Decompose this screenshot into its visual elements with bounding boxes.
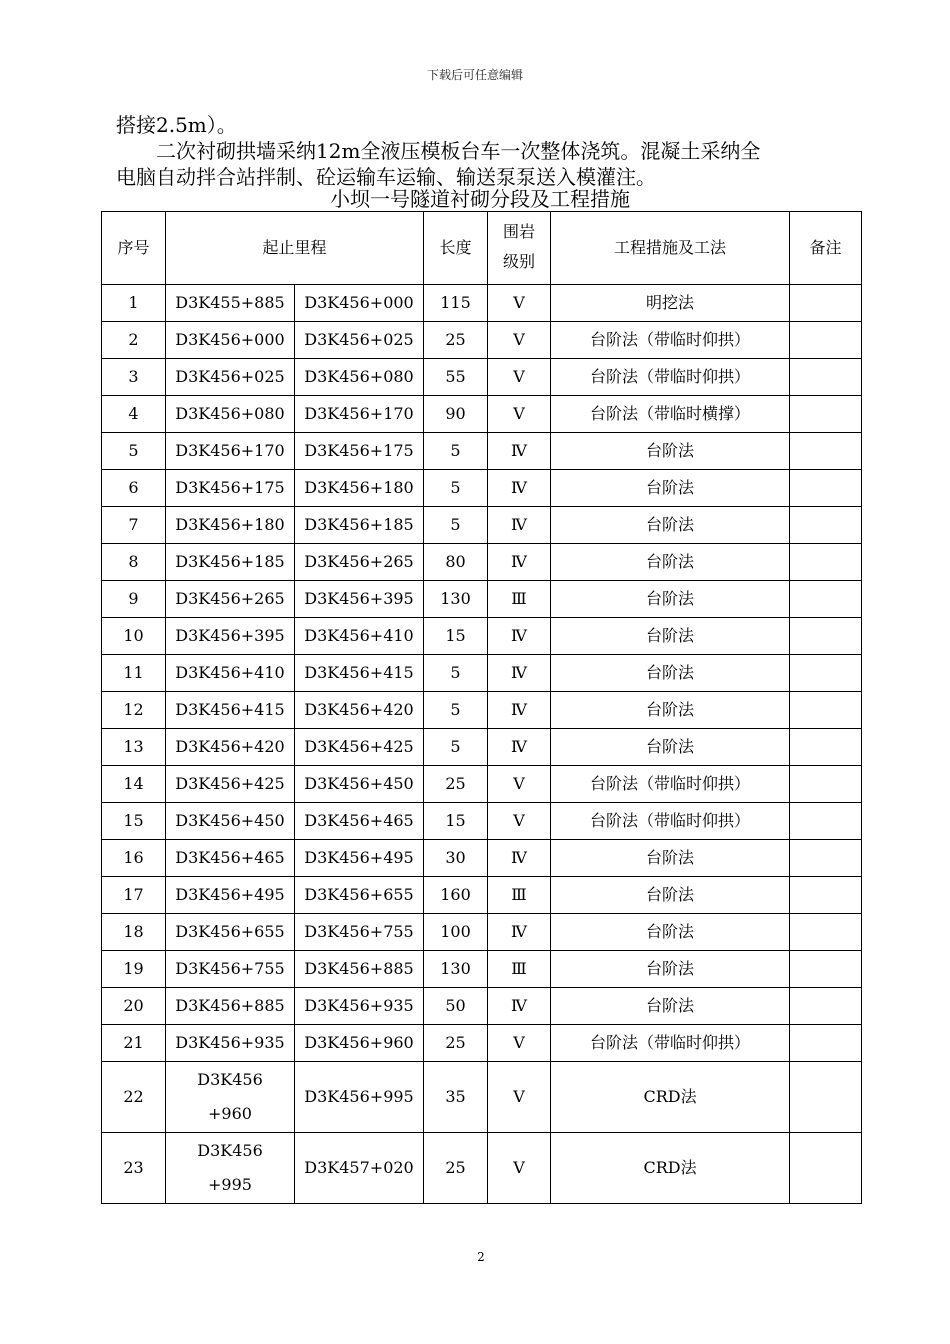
cell-start: D3K456+465 bbox=[166, 840, 295, 877]
table-row bbox=[102, 692, 862, 729]
cell-end: D3K456+450 bbox=[295, 766, 424, 803]
cell-end: D3K456+410 bbox=[295, 618, 424, 655]
cell-method: 台阶法 bbox=[551, 729, 790, 766]
cell-no: 10 bbox=[102, 618, 166, 655]
cell-grade: Ⅳ bbox=[488, 914, 551, 951]
cell-no: 23 bbox=[102, 1133, 166, 1204]
cell-start: D3K456+265 bbox=[166, 581, 295, 618]
cell-remark bbox=[790, 914, 862, 951]
cell-grade: Ⅳ bbox=[488, 618, 551, 655]
table-row bbox=[102, 655, 862, 692]
page-number: 2 bbox=[477, 1250, 485, 1264]
table-row bbox=[102, 544, 862, 581]
cell-start: D3K456+935 bbox=[166, 1025, 295, 1062]
body-line-1: 搭接2.5m）。 bbox=[116, 113, 237, 137]
cell-remark bbox=[790, 544, 862, 581]
cell-length: 90 bbox=[424, 396, 488, 433]
cell-remark bbox=[790, 655, 862, 692]
cell-start: D3K456+415 bbox=[166, 692, 295, 729]
cell-method: 台阶法（带临时仰拱） bbox=[551, 1025, 790, 1062]
cell-grade: Ⅲ bbox=[488, 877, 551, 914]
cell-start: D3K456+495 bbox=[166, 877, 295, 914]
cell-start: D3K456+410 bbox=[166, 655, 295, 692]
cell-remark bbox=[790, 988, 862, 1025]
cell-no: 1 bbox=[102, 285, 166, 322]
cell-remark bbox=[790, 396, 862, 433]
cell-start: D3K456+025 bbox=[166, 359, 295, 396]
cell-grade: Ⅴ bbox=[488, 1133, 551, 1204]
table-row bbox=[102, 877, 862, 914]
cell-grade: Ⅳ bbox=[488, 692, 551, 729]
header-grade bbox=[488, 212, 551, 285]
cell-no: 2 bbox=[102, 322, 166, 359]
cell-remark bbox=[790, 840, 862, 877]
cell-end: D3K456+175 bbox=[295, 433, 424, 470]
cell-end: D3K456+755 bbox=[295, 914, 424, 951]
cell-no: 21 bbox=[102, 1025, 166, 1062]
cell-length: 160 bbox=[424, 877, 488, 914]
cell-method: 台阶法 bbox=[551, 840, 790, 877]
cell-no: 14 bbox=[102, 766, 166, 803]
cell-start: D3K456+175 bbox=[166, 470, 295, 507]
cell-remark bbox=[790, 433, 862, 470]
cell-length: 5 bbox=[424, 729, 488, 766]
cell-remark bbox=[790, 322, 862, 359]
body-line-3: 电脑自动拌合站拌制、砼运输车运输、输送泵泵送入模灌注。 bbox=[116, 165, 656, 189]
cell-remark bbox=[790, 507, 862, 544]
cell-no: 5 bbox=[102, 433, 166, 470]
cell-no: 18 bbox=[102, 914, 166, 951]
lining-segment-table bbox=[101, 211, 862, 1204]
cell-no: 19 bbox=[102, 951, 166, 988]
cell-grade: Ⅲ bbox=[488, 951, 551, 988]
cell-length: 50 bbox=[424, 988, 488, 1025]
cell-no: 9 bbox=[102, 581, 166, 618]
header-mileage: 起止里程 bbox=[166, 212, 424, 285]
table-row bbox=[102, 359, 862, 396]
table-row bbox=[102, 581, 862, 618]
cell-length: 15 bbox=[424, 803, 488, 840]
header-remark: 备注 bbox=[790, 212, 862, 285]
cell-start: D3K456+185 bbox=[166, 544, 295, 581]
cell-method: 台阶法 bbox=[551, 470, 790, 507]
cell-grade: Ⅳ bbox=[488, 988, 551, 1025]
cell-method: 台阶法 bbox=[551, 877, 790, 914]
cell-end: D3K456+415 bbox=[295, 655, 424, 692]
cell-end: D3K456+425 bbox=[295, 729, 424, 766]
cell-no: 13 bbox=[102, 729, 166, 766]
cell-grade: Ⅴ bbox=[488, 803, 551, 840]
cell-no: 7 bbox=[102, 507, 166, 544]
cell-method: 台阶法 bbox=[551, 655, 790, 692]
cell-length: 55 bbox=[424, 359, 488, 396]
cell-start: D3K456+655 bbox=[166, 914, 295, 951]
table-row bbox=[102, 1133, 862, 1204]
cell-start: D3K456+170 bbox=[166, 433, 295, 470]
body-line-2: 二次衬砌拱墙采纳12m全液压模板台车一次整体浇筑。混凝土采纳全 bbox=[156, 139, 761, 163]
cell-method: 台阶法（带临时仰拱） bbox=[551, 766, 790, 803]
cell-no: 20 bbox=[102, 988, 166, 1025]
cell-end: D3K456+025 bbox=[295, 322, 424, 359]
cell-start-text: D3K456+960 bbox=[197, 1069, 263, 1123]
cell-end: D3K456+655 bbox=[295, 877, 424, 914]
cell-grade: Ⅴ bbox=[488, 766, 551, 803]
cell-remark bbox=[790, 877, 862, 914]
cell-end: D3K456+170 bbox=[295, 396, 424, 433]
cell-end: D3K456+885 bbox=[295, 951, 424, 988]
cell-method: 台阶法 bbox=[551, 433, 790, 470]
cell-method: 明挖法 bbox=[551, 285, 790, 322]
cell-length: 5 bbox=[424, 507, 488, 544]
cell-method: 台阶法 bbox=[551, 692, 790, 729]
table-row bbox=[102, 1025, 862, 1062]
cell-remark bbox=[790, 1133, 862, 1204]
table-row bbox=[102, 433, 862, 470]
cell-no: 6 bbox=[102, 470, 166, 507]
cell-method: CRD法 bbox=[551, 1133, 790, 1204]
cell-start bbox=[166, 1133, 295, 1204]
table-row bbox=[102, 766, 862, 803]
cell-end: D3K456+935 bbox=[295, 988, 424, 1025]
cell-start: D3K455+885 bbox=[166, 285, 295, 322]
cell-end: D3K456+420 bbox=[295, 692, 424, 729]
cell-end: D3K456+395 bbox=[295, 581, 424, 618]
cell-no: 22 bbox=[102, 1062, 166, 1133]
cell-remark bbox=[790, 803, 862, 840]
cell-method: 台阶法 bbox=[551, 507, 790, 544]
cell-method: 台阶法（带临时仰拱） bbox=[551, 359, 790, 396]
cell-grade: Ⅳ bbox=[488, 433, 551, 470]
cell-method: 台阶法（带临时横撑） bbox=[551, 396, 790, 433]
table-row bbox=[102, 729, 862, 766]
cell-no: 4 bbox=[102, 396, 166, 433]
header-method: 工程措施及工法 bbox=[551, 212, 790, 285]
cell-end: D3K456+960 bbox=[295, 1025, 424, 1062]
cell-remark bbox=[790, 692, 862, 729]
cell-remark bbox=[790, 581, 862, 618]
table-row bbox=[102, 840, 862, 877]
cell-method: 台阶法 bbox=[551, 618, 790, 655]
cell-method: CRD法 bbox=[551, 1062, 790, 1133]
cell-length: 130 bbox=[424, 581, 488, 618]
cell-method: 台阶法 bbox=[551, 988, 790, 1025]
cell-method: 台阶法 bbox=[551, 951, 790, 988]
cell-method: 台阶法（带临时仰拱） bbox=[551, 322, 790, 359]
cell-length: 25 bbox=[424, 766, 488, 803]
cell-remark bbox=[790, 1062, 862, 1133]
cell-length: 80 bbox=[424, 544, 488, 581]
cell-end: D3K456+180 bbox=[295, 470, 424, 507]
table-header-row bbox=[102, 212, 862, 285]
cell-end: D3K456+495 bbox=[295, 840, 424, 877]
cell-start: D3K456+180 bbox=[166, 507, 295, 544]
header-length: 长度 bbox=[424, 212, 488, 285]
cell-no: 11 bbox=[102, 655, 166, 692]
cell-grade: Ⅳ bbox=[488, 470, 551, 507]
cell-length: 30 bbox=[424, 840, 488, 877]
table-row bbox=[102, 988, 862, 1025]
cell-method: 台阶法 bbox=[551, 544, 790, 581]
cell-no: 8 bbox=[102, 544, 166, 581]
page-header: 下载后可任意编辑 bbox=[426, 68, 523, 82]
cell-end: D3K456+465 bbox=[295, 803, 424, 840]
cell-length: 5 bbox=[424, 692, 488, 729]
cell-length: 25 bbox=[424, 322, 488, 359]
cell-remark bbox=[790, 766, 862, 803]
cell-no: 12 bbox=[102, 692, 166, 729]
cell-length: 100 bbox=[424, 914, 488, 951]
cell-remark bbox=[790, 729, 862, 766]
cell-remark bbox=[790, 285, 862, 322]
cell-start bbox=[166, 1062, 295, 1133]
cell-length: 35 bbox=[424, 1062, 488, 1133]
table-row bbox=[102, 396, 862, 433]
table-title: 小坝一号隧道衬砌分段及工程措施 bbox=[330, 187, 630, 211]
cell-grade: Ⅴ bbox=[488, 322, 551, 359]
cell-end: D3K456+265 bbox=[295, 544, 424, 581]
cell-length: 5 bbox=[424, 655, 488, 692]
cell-grade: Ⅴ bbox=[488, 359, 551, 396]
cell-length: 115 bbox=[424, 285, 488, 322]
cell-end: D3K456+995 bbox=[295, 1062, 424, 1133]
table-row bbox=[102, 951, 862, 988]
cell-remark bbox=[790, 359, 862, 396]
table-row bbox=[102, 803, 862, 840]
table-row bbox=[102, 322, 862, 359]
cell-remark bbox=[790, 470, 862, 507]
cell-start: D3K456+755 bbox=[166, 951, 295, 988]
cell-start: D3K456+425 bbox=[166, 766, 295, 803]
table-row bbox=[102, 470, 862, 507]
cell-grade: Ⅴ bbox=[488, 285, 551, 322]
cell-start: D3K456+450 bbox=[166, 803, 295, 840]
cell-grade: Ⅳ bbox=[488, 729, 551, 766]
cell-start: D3K456+420 bbox=[166, 729, 295, 766]
header-grade-line1: 围岩 bbox=[503, 221, 536, 241]
cell-remark bbox=[790, 618, 862, 655]
cell-length: 15 bbox=[424, 618, 488, 655]
cell-end: D3K456+000 bbox=[295, 285, 424, 322]
cell-end: D3K456+080 bbox=[295, 359, 424, 396]
header-grade-line2: 级别 bbox=[503, 251, 536, 271]
cell-grade: Ⅴ bbox=[488, 396, 551, 433]
cell-start: D3K456+885 bbox=[166, 988, 295, 1025]
table-row bbox=[102, 618, 862, 655]
cell-no: 16 bbox=[102, 840, 166, 877]
cell-grade: Ⅴ bbox=[488, 1025, 551, 1062]
cell-start: D3K456+000 bbox=[166, 322, 295, 359]
cell-method: 台阶法（带临时仰拱） bbox=[551, 803, 790, 840]
cell-no: 3 bbox=[102, 359, 166, 396]
cell-length: 5 bbox=[424, 470, 488, 507]
cell-length: 25 bbox=[424, 1025, 488, 1062]
cell-remark bbox=[790, 1025, 862, 1062]
table-row bbox=[102, 1062, 862, 1133]
cell-length: 25 bbox=[424, 1133, 488, 1204]
cell-grade: Ⅳ bbox=[488, 840, 551, 877]
cell-start: D3K456+080 bbox=[166, 396, 295, 433]
cell-method: 台阶法 bbox=[551, 914, 790, 951]
cell-end: D3K456+185 bbox=[295, 507, 424, 544]
cell-method: 台阶法 bbox=[551, 581, 790, 618]
cell-grade: Ⅴ bbox=[488, 1062, 551, 1133]
cell-no: 17 bbox=[102, 877, 166, 914]
cell-remark bbox=[790, 951, 862, 988]
cell-grade: Ⅳ bbox=[488, 507, 551, 544]
cell-length: 5 bbox=[424, 433, 488, 470]
cell-grade: Ⅲ bbox=[488, 581, 551, 618]
cell-grade: Ⅳ bbox=[488, 655, 551, 692]
cell-length: 130 bbox=[424, 951, 488, 988]
cell-start: D3K456+395 bbox=[166, 618, 295, 655]
table-row bbox=[102, 285, 862, 322]
table-row bbox=[102, 507, 862, 544]
cell-start-text: D3K456+995 bbox=[197, 1140, 263, 1194]
cell-no: 15 bbox=[102, 803, 166, 840]
cell-end: D3K457+020 bbox=[295, 1133, 424, 1204]
table-row bbox=[102, 914, 862, 951]
header-no: 序号 bbox=[102, 212, 166, 285]
cell-grade: Ⅳ bbox=[488, 544, 551, 581]
